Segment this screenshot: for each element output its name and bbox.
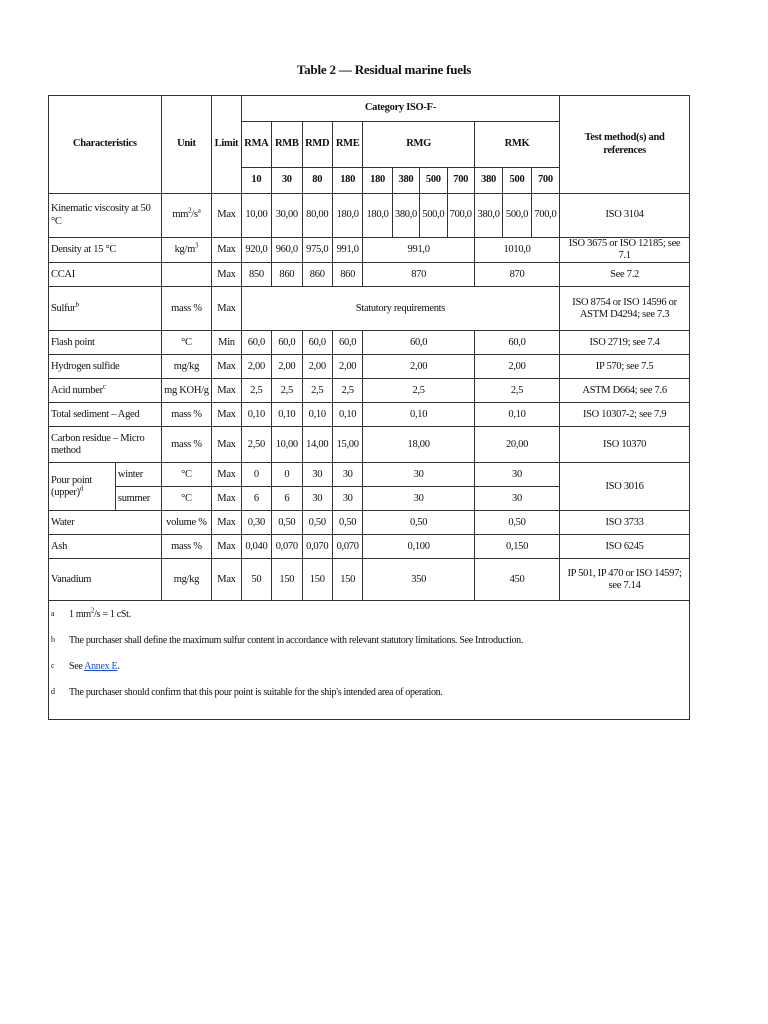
value-cell: 60,0 xyxy=(332,331,362,355)
value-cell: 0 xyxy=(272,463,302,487)
test-method-cell: ISO 10370 xyxy=(560,427,690,463)
limit-cell: Max xyxy=(212,511,241,535)
value-cell: 0,070 xyxy=(272,535,302,559)
table-row xyxy=(49,331,690,355)
value-cell: 850 xyxy=(241,263,271,287)
table-row xyxy=(49,238,690,263)
table-row xyxy=(49,379,690,403)
test-method-cell: IP 501, IP 470 or ISO 14597; see 7.14 xyxy=(560,559,690,601)
test-method-cell: ISO 10307-2; see 7.9 xyxy=(560,403,690,427)
value-cell: 2,00 xyxy=(332,355,362,379)
pour-point-winter-label: winter xyxy=(115,463,161,487)
table-row xyxy=(49,463,690,487)
value-cell: 180,0 xyxy=(363,194,392,238)
value-cell: 0,50 xyxy=(272,511,302,535)
header-characteristics: Characteristics xyxy=(49,96,162,194)
statutory-requirements-cell: Statutory requirements xyxy=(241,287,559,331)
value-cell: 0,50 xyxy=(302,511,332,535)
row-label: Total sediment – Aged xyxy=(49,403,162,427)
value-cell: 0,50 xyxy=(332,511,362,535)
value-cell: 6 xyxy=(272,487,302,511)
value-cell: 180,0 xyxy=(332,194,362,238)
unit-cell: volume % xyxy=(161,511,212,535)
value-cell-rmg: 30 xyxy=(363,487,475,511)
limit-cell: Max xyxy=(212,355,241,379)
value-cell: 2,5 xyxy=(332,379,362,403)
grade-cell: 10 xyxy=(241,168,271,194)
limit-cell: Max xyxy=(212,487,241,511)
group-rmd: RMD xyxy=(302,122,332,168)
unit-cell: mg/kg xyxy=(161,355,212,379)
value-cell: 30 xyxy=(332,487,362,511)
table-row xyxy=(49,511,690,535)
table-row xyxy=(49,535,690,559)
value-cell-rmg: 350 xyxy=(363,559,475,601)
value-cell-rmk: 20,00 xyxy=(474,427,559,463)
value-cell: 380,0 xyxy=(474,194,502,238)
value-cell-rmk: 870 xyxy=(474,263,559,287)
grade-cell: 700 xyxy=(447,168,474,194)
footnote-a: a 1 $mm^2/s = 1$ cSt. xyxy=(51,606,131,621)
grade-cell: 30 xyxy=(272,168,302,194)
header-unit: Unit xyxy=(161,96,212,194)
table-row xyxy=(49,263,690,287)
value-cell-rmg: 870 xyxy=(363,263,475,287)
value-cell: 60,0 xyxy=(272,331,302,355)
value-cell-rmg: 30 xyxy=(363,463,475,487)
table-row xyxy=(49,287,690,331)
value-cell: 50 xyxy=(241,559,271,601)
grade-cell: 500 xyxy=(503,168,531,194)
unit-cell: mass % xyxy=(161,287,212,331)
test-method-cell: IP 570; see 7.5 xyxy=(560,355,690,379)
pour-point-summer-label: summer xyxy=(115,487,161,511)
value-cell-rmg: 0,100 xyxy=(363,535,475,559)
value-cell-rmg: 18,00 xyxy=(363,427,475,463)
row-label: Carbon residue – Micro method xyxy=(49,427,162,463)
table-row xyxy=(49,427,690,463)
unit-cell: °C xyxy=(161,487,212,511)
value-cell: 0,070 xyxy=(302,535,332,559)
value-cell: 0,040 xyxy=(241,535,271,559)
value-cell: 860 xyxy=(302,263,332,287)
residual-fuels-table xyxy=(48,95,690,720)
value-cell-rmk: 450 xyxy=(474,559,559,601)
grade-cell: 380 xyxy=(392,168,419,194)
value-cell-rmk: 60,0 xyxy=(474,331,559,355)
row-label: Density at 15 °C xyxy=(49,238,162,263)
limit-cell: Max xyxy=(212,463,241,487)
footnote-d xyxy=(51,685,687,711)
value-cell: 60,0 xyxy=(302,331,332,355)
table-title: Table 2 — Residual marine fuels xyxy=(296,62,472,77)
value-cell: 960,0 xyxy=(272,238,302,263)
value-cell: 0,070 xyxy=(332,535,362,559)
grade-cell: 380 xyxy=(474,168,502,194)
value-cell-rmg: 60,0 xyxy=(363,331,475,355)
unit-cell: °C xyxy=(161,331,212,355)
value-cell: 860 xyxy=(272,263,302,287)
value-cell: 380,0 xyxy=(392,194,419,238)
group-rmg: RMG xyxy=(363,122,475,168)
limit-cell: Min xyxy=(212,331,241,355)
unit-cell: mg KOH/g xyxy=(161,379,212,403)
grade-cell: 700 xyxy=(531,168,559,194)
row-label: Flash point xyxy=(49,331,162,355)
test-method-cell: ASTM D664; see 7.6 xyxy=(560,379,690,403)
row-label: Ash xyxy=(49,535,162,559)
row-label: Acid number$^c$ xyxy=(49,379,162,403)
value-cell-rmg: 2,00 xyxy=(363,355,475,379)
value-cell: 30 xyxy=(302,463,332,487)
test-method-cell: ISO 8754 or ISO 14596 or ASTM D4294; see 7.3 xyxy=(560,287,690,331)
footnote-mark: b xyxy=(51,635,55,645)
footnote-b xyxy=(51,633,687,659)
value-cell: 0 xyxy=(241,463,271,487)
value-cell: 30,00 xyxy=(272,194,302,238)
limit-cell: Max xyxy=(212,427,241,463)
unit-cell: mass % xyxy=(161,403,212,427)
value-cell: 2,5 xyxy=(241,379,271,403)
limit-cell: Max xyxy=(212,238,241,263)
limit-cell: Max xyxy=(212,403,241,427)
grade-cell: 80 xyxy=(302,168,332,194)
value-cell: 500,0 xyxy=(503,194,531,238)
table-row xyxy=(49,194,690,238)
annex-e-link[interactable]: Annex E xyxy=(84,661,118,673)
footnote-text: The purchaser shall define the maximum sulfur content in accordance with relevant statutory limitations. See Introduction. xyxy=(69,635,524,647)
value-cell-rmk: 30 xyxy=(474,463,559,487)
limit-cell: Max xyxy=(212,287,241,331)
value-cell: 30 xyxy=(332,463,362,487)
header-limit: Limit xyxy=(212,96,241,194)
value-cell-rmk: 30 xyxy=(474,487,559,511)
group-rma: RMA xyxy=(241,122,271,168)
value-cell-rmg: 0,10 xyxy=(363,403,475,427)
value-cell: 920,0 xyxy=(241,238,271,263)
unit-cell: $kg/m^3$ xyxy=(161,238,212,263)
limit-cell: Max xyxy=(212,379,241,403)
value-cell-rmk: 0,50 xyxy=(474,511,559,535)
row-label: Hydrogen sulfide xyxy=(49,355,162,379)
value-cell-rmg: 2,5 xyxy=(363,379,475,403)
limit-cell: Max xyxy=(212,559,241,601)
value-cell: 2,00 xyxy=(241,355,271,379)
value-cell: 0,10 xyxy=(272,403,302,427)
value-cell: 30 xyxy=(302,487,332,511)
value-cell-rmk: 0,10 xyxy=(474,403,559,427)
value-cell: 14,00 xyxy=(302,427,332,463)
value-cell: 10,00 xyxy=(241,194,271,238)
value-cell-rmk: 1010,0 xyxy=(474,238,559,263)
unit-cell: mass % xyxy=(161,535,212,559)
value-cell: 0,10 xyxy=(302,403,332,427)
grade-cell: 180 xyxy=(332,168,362,194)
value-cell: 500,0 xyxy=(420,194,447,238)
test-method-cell: See 7.2 xyxy=(560,263,690,287)
value-cell: 991,0 xyxy=(332,238,362,263)
row-label: Pour point (upper)$^d$ xyxy=(49,463,116,511)
test-method-cell: ISO 2719; see 7.4 xyxy=(560,331,690,355)
limit-cell: Max xyxy=(212,535,241,559)
value-cell: 975,0 xyxy=(302,238,332,263)
test-method-cell: ISO 6245 xyxy=(560,535,690,559)
value-cell: 2,50 xyxy=(241,427,271,463)
row-label: Sulfur$^b$ xyxy=(49,287,162,331)
table-row xyxy=(49,559,690,601)
header-category: Category ISO-F- xyxy=(241,96,559,122)
value-cell: 2,5 xyxy=(302,379,332,403)
value-cell: 15,00 xyxy=(332,427,362,463)
test-method-cell: ISO 3733 xyxy=(560,511,690,535)
table-row xyxy=(49,355,690,379)
group-rmb: RMB xyxy=(272,122,302,168)
value-cell: 0,10 xyxy=(332,403,362,427)
footnote-c: c See Annex E. xyxy=(51,661,120,673)
value-cell: 6 xyxy=(241,487,271,511)
value-cell-rmk: 2,00 xyxy=(474,355,559,379)
value-cell: 2,00 xyxy=(272,355,302,379)
test-method-cell: ISO 3104 xyxy=(560,194,690,238)
value-cell: 700,0 xyxy=(447,194,474,238)
header-test-methods: Test method(s) and references xyxy=(560,96,690,194)
group-rme: RME xyxy=(332,122,362,168)
row-label: CCAI xyxy=(49,263,162,287)
footnotes xyxy=(49,601,690,720)
value-cell-rmg: 0,50 xyxy=(363,511,475,535)
value-cell: 60,0 xyxy=(241,331,271,355)
row-label: Kinematic viscosity at 50 °C xyxy=(49,194,162,238)
group-rmk: RMK xyxy=(474,122,559,168)
row-label: Water xyxy=(49,511,162,535)
footnote-mark: a xyxy=(51,609,55,619)
value-cell: 150 xyxy=(332,559,362,601)
value-cell-rmk: 2,5 xyxy=(474,379,559,403)
value-cell-rmg: 991,0 xyxy=(363,238,475,263)
footnote-mark: d xyxy=(51,687,55,697)
value-cell: 150 xyxy=(302,559,332,601)
limit-cell: Max xyxy=(212,263,241,287)
footnote-mark: c xyxy=(51,661,55,671)
value-cell: 700,0 xyxy=(531,194,559,238)
value-cell-rmk: 0,150 xyxy=(474,535,559,559)
limit-cell: Max xyxy=(212,194,241,238)
grade-cell: 180 xyxy=(363,168,392,194)
value-cell: 0,10 xyxy=(241,403,271,427)
grade-cell: 500 xyxy=(420,168,447,194)
value-cell: 10,00 xyxy=(272,427,302,463)
value-cell: 2,5 xyxy=(272,379,302,403)
value-cell: 80,00 xyxy=(302,194,332,238)
footnote-text: The purchaser should confirm that this pour point is suitable for the ship's intended area of operation. xyxy=(69,687,443,699)
unit-cell: mass % xyxy=(161,427,212,463)
value-cell: 2,00 xyxy=(302,355,332,379)
test-method-cell: ISO 3675 or ISO 12185; see 7.1 xyxy=(560,238,690,263)
row-label: Vanadium xyxy=(49,559,162,601)
table-row xyxy=(49,403,690,427)
value-cell: 150 xyxy=(272,559,302,601)
unit-cell: °C xyxy=(161,463,212,487)
unit-cell: $mm^2/s^a$ xyxy=(161,194,212,238)
unit-cell xyxy=(161,263,212,287)
value-cell: 0,30 xyxy=(241,511,271,535)
test-method-cell: ISO 3016 xyxy=(560,463,690,511)
unit-cell: mg/kg xyxy=(161,559,212,601)
value-cell: 860 xyxy=(332,263,362,287)
